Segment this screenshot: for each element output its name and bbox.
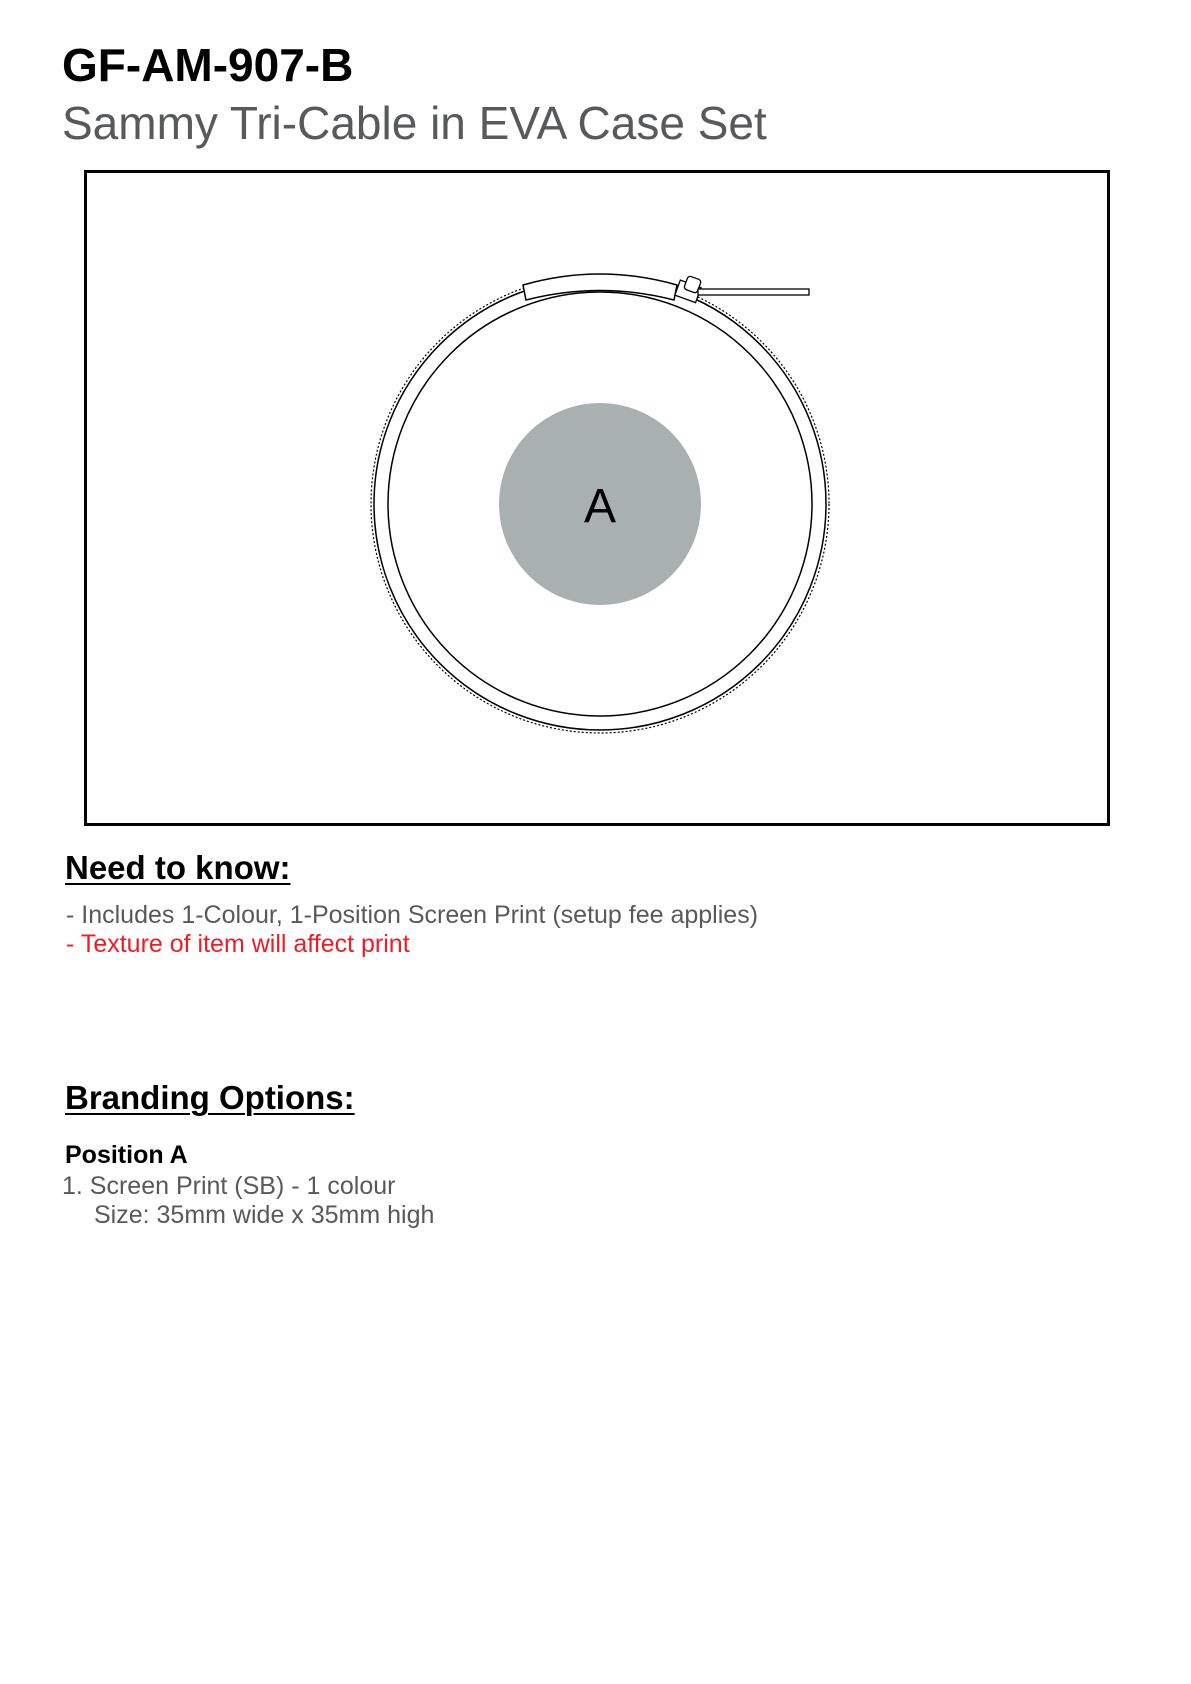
zipper-pull — [675, 273, 704, 302]
product-diagram-frame — [84, 170, 1110, 826]
need-to-know-item: - Includes 1-Colour, 1-Position Screen Print (setup fee applies) — [66, 901, 759, 929]
print-area-label: A — [583, 480, 617, 533]
position-a-label: Position A — [65, 1141, 188, 1169]
product-code: GF-AM-907-B — [62, 39, 354, 91]
zipper-pull-strap — [698, 289, 809, 295]
branding-options-heading: Branding Options: — [65, 1079, 355, 1116]
need-to-know-item: - Texture of item will affect print — [66, 930, 410, 958]
branding-option-method: 1. Screen Print (SB) - 1 colour — [62, 1172, 396, 1200]
zipper-end-tab — [523, 274, 677, 300]
branding-option-size: Size: 35mm wide x 35mm high — [94, 1201, 435, 1229]
product-title: Sammy Tri-Cable in EVA Case Set — [62, 97, 767, 149]
need-to-know-heading: Need to know: — [65, 849, 291, 886]
eva-case-drawing — [87, 173, 1107, 823]
